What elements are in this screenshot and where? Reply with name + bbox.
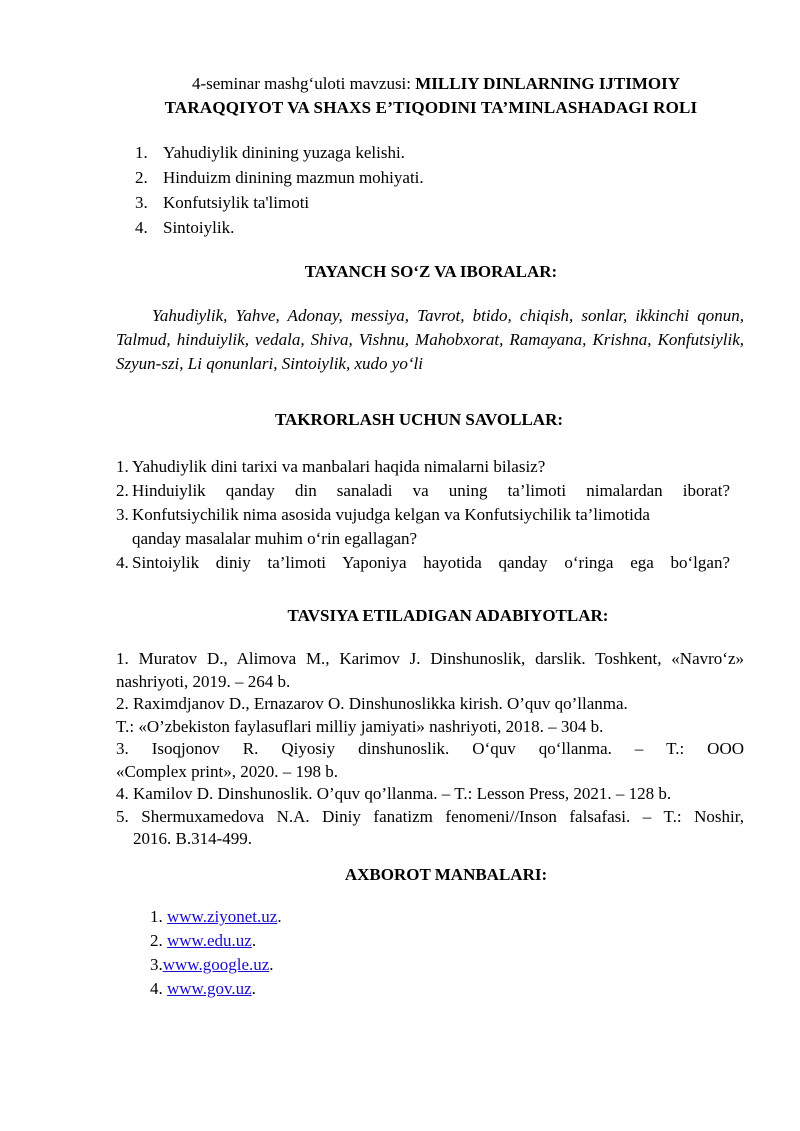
list-text: Konfutsiylik ta'limoti <box>163 193 310 212</box>
reference-line: 2016. B.314-499. <box>133 829 252 848</box>
source-suffix: . <box>277 907 282 926</box>
sources-heading: AXBOROT MANBALARI: <box>344 865 548 884</box>
source-number: 4. <box>150 979 167 998</box>
reference-item <box>116 648 744 693</box>
question-item <box>116 503 730 551</box>
list-item <box>135 165 424 190</box>
question-text: Hinduiylik qanday din sanaladi va uning ta’limoti nimalardan iborat? <box>132 481 730 500</box>
reference-line: 5. Shermuxamedova N.A. Diniy fanatizm fenomeni//Inson falsafasi. – T.: Noshir, <box>116 806 744 826</box>
question-item <box>116 551 730 575</box>
reference-line: 4. Kamilov D. Dinshunoslik. O’quv qo’llanma. – T.: Lesson Press, 2021. – 128 b. <box>116 784 672 803</box>
title-bold-part-2: TARAQQIYOT VA SHAXS E’TIQODINI TA’MINLASHADAGI ROLI <box>164 98 698 117</box>
source-link-ziyonet[interactable]: www.ziyonet.uz <box>167 907 278 926</box>
reference-line: «Complex print», 2020. – 198 b. <box>116 761 338 781</box>
reference-item <box>116 806 744 851</box>
keywords-heading: TAYANCH SO‘Z VA IBORALAR: <box>304 262 558 281</box>
source-number: 1. <box>150 907 167 926</box>
questions-heading: TAKRORLASH UCHUN SAVOLLAR: <box>274 410 564 429</box>
question-text: Konfutsiychilik nima asosida vujudga kelgan va Konfutsiychilik ta’limotida <box>132 505 650 524</box>
sources-list <box>150 905 282 1001</box>
list-item <box>135 215 424 240</box>
list-item <box>135 140 424 165</box>
title-bold-part-1: MILLIY DINLARNING IJTIMOIY <box>415 74 681 93</box>
question-number: 4. <box>116 553 129 572</box>
list-number: 2. <box>135 168 148 187</box>
reference-line: T.: «O’zbekiston faylasuflari milliy jamiyati» nashriyoti, 2018. – 304 b. <box>116 716 604 736</box>
page-title <box>116 72 746 120</box>
title-line-1 <box>116 72 746 96</box>
source-item <box>150 953 282 977</box>
source-suffix: . <box>269 955 274 974</box>
source-number: 3. <box>150 955 163 974</box>
list-number: 4. <box>135 218 148 237</box>
literature-list <box>116 648 744 851</box>
list-text: Sintoiylik. <box>163 218 235 237</box>
list-item <box>135 190 424 215</box>
keywords-paragraph: Yahudiylik, Yahve, Adonay, messiya, Tavrot, btido, chiqish, sonlar, ikkinchi qonun, Talmud, hinduiylik, vedala, Shiva, Vishnu, Mahobxorat, Ramayana, Krishna, Konfutsiylik, Szyun-szi, Li qonunlari, Sintoiylik, xudo yo‘li <box>116 306 744 373</box>
title-prefix: 4-seminar mashg‘uloti mavzusi: <box>191 74 416 93</box>
source-link-google[interactable]: www.google.uz <box>162 955 270 974</box>
reference-item <box>116 738 744 783</box>
source-link-edu[interactable]: www.edu.uz <box>167 931 252 950</box>
reference-line: nashriyoti, 2019. – 264 b. <box>116 671 291 691</box>
source-suffix: . <box>251 979 256 998</box>
reference-line: 3. Isoqjonov R. Qiyosiy dinshunoslik. O‘quv qo‘llanma. – T.: OOO <box>116 739 744 758</box>
question-text: Yahudiylik dini tarixi va manbalari haqida nimalarni bilasiz? <box>132 457 546 476</box>
list-number: 1. <box>135 143 148 162</box>
list-number: 3. <box>135 193 148 212</box>
source-item <box>150 977 282 1001</box>
source-link-gov[interactable]: www.gov.uz <box>167 979 252 998</box>
literature-heading: TAVSIYA ETILADIGAN ADABIYOTLAR: <box>287 606 609 625</box>
reference-item <box>116 783 744 806</box>
reference-item <box>116 693 744 738</box>
list-text: Yahudiylik dinining yuzaga kelishi. <box>163 143 405 162</box>
question-item <box>116 455 730 479</box>
question-item <box>116 479 730 503</box>
list-text: Hinduizm dinining mazmun mohiyati. <box>163 168 424 187</box>
source-item <box>150 905 282 929</box>
question-number: 3. <box>116 505 129 524</box>
questions-list <box>116 455 730 575</box>
question-text: Sintoiylik diniy ta’limoti Yaponiya hayotida qanday o‘ringa ega bo‘lgan? <box>132 553 730 572</box>
question-number: 2. <box>116 481 129 500</box>
topic-list <box>135 140 424 240</box>
reference-line: 2. Raximdjanov D., Ernazarov O. Dinshunoslikka kirish. O’quv qo’llanma. <box>116 694 628 713</box>
reference-line: 1. Muratov D., Alimova M., Karimov J. Dinshunoslik, darslik. Toshkent, «Navro‘z» <box>116 649 744 668</box>
question-number: 1. <box>116 457 129 476</box>
source-suffix: . <box>251 931 257 950</box>
source-number: 2. <box>150 931 167 950</box>
question-text-continued: qanday masalalar muhim o‘rin egallagan? <box>132 529 418 548</box>
source-item <box>150 929 282 953</box>
